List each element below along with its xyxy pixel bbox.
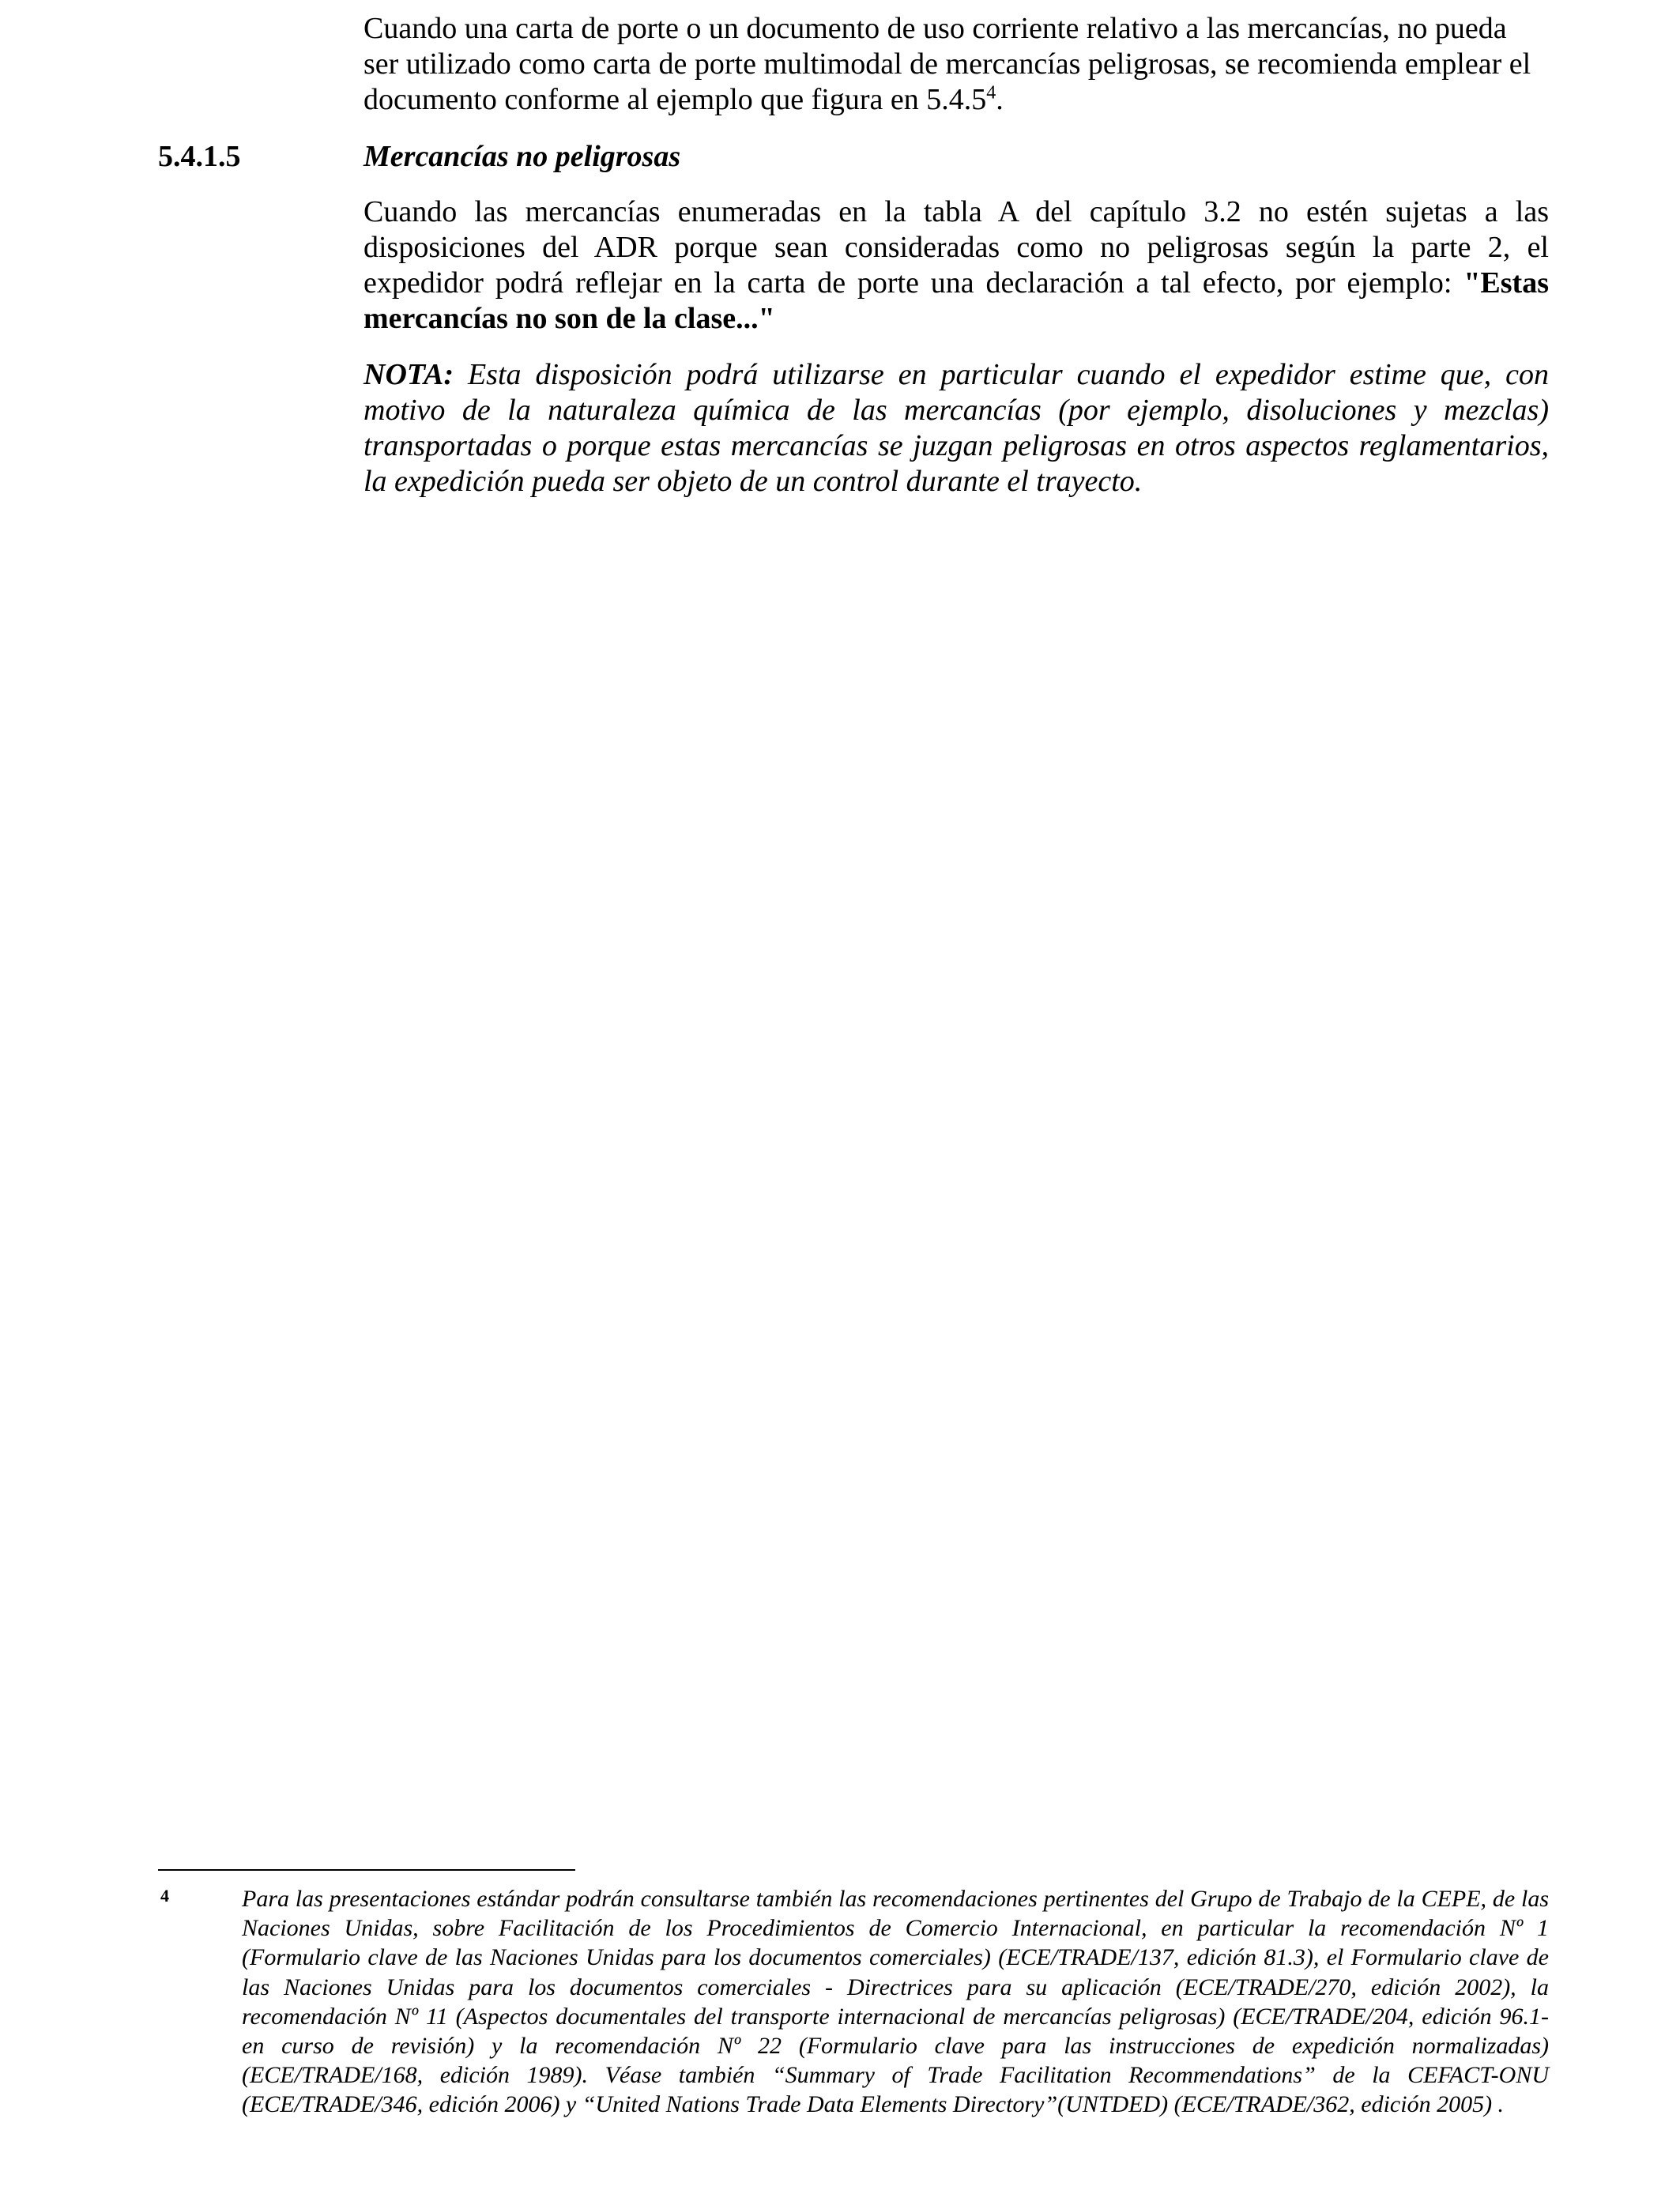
- body-paragraph-bold-quote: "Estas mercancías no son de la clase...": [363, 266, 1549, 335]
- intro-paragraph: [363, 11, 1549, 118]
- footnote-number: 4: [160, 1886, 169, 1906]
- footnote-separator: [158, 1869, 575, 1871]
- note-label: NOTA:: [363, 358, 454, 391]
- section-title: Mercancías no peligrosas: [363, 140, 681, 173]
- intro-paragraph-text: Cuando una carta de porte o un documento de uso corriente relativo a las mercancías, no pueda ser utilizado como carta de porte multimodal de mercancías peligrosas, se recomienda emplear el documento conforme al ejemplo que figura en 5.4.5: [363, 12, 1531, 116]
- footnote-text: Para las presentaciones estándar podrán consultarse también las recomendaciones pertinentes del Grupo de Trabajo de la CEPE, de las Naciones Unidas, sobre Facilitación de los Procedimientos de Comercio Internacional, en particular la recomendación Nº 1 (Formulario clave de las Naciones Unidas para los documentos comerciales) (ECE/TRADE/137, edición 81.3), el Formulario clave de las Naciones Unidas para los documentos comerciales - Directrices para su aplicación (ECE/TRADE/270, edición 2002), la recomendación Nº 11 (Aspectos documentales del transporte internacional de mercancías peligrosas) (ECE/TRADE/204, edición 96.1- en curso de revisión) y la recomendación Nº 22 (Formulario clave para las instrucciones de expedición normalizadas) (ECE/TRADE/168, edición 1989). Véase también “Summary of Trade Facilitation Recommendations” de la CEFACT-ONU (ECE/TRADE/346, edición 2006) y “United Nations Trade Data Elements Directory”(UNTDED) (ECE/TRADE/362, edición 2005) .: [242, 1886, 1549, 2118]
- section-number: 5.4.1.5: [158, 140, 241, 173]
- note-paragraph: [363, 357, 1549, 499]
- body-paragraph: [363, 194, 1549, 337]
- body-paragraph-text: Cuando las mercancías enumeradas en la tabla A del capítulo 3.2 no estén sujetas a las disposiciones del ADR porque sean consideradas como no peligrosas según la parte 2, el expedidor podrá reflejar en la carta de porte una declaración a tal efecto, por ejemplo:: [363, 195, 1549, 300]
- footnote-reference[interactable]: 4: [986, 82, 996, 104]
- note-text: Esta disposición podrá utilizarse en particular cuando el expedidor estime que, con motivo de la naturaleza química de las mercancías (por ejemplo, disoluciones y mezclas) transportadas o porque estas mercancías se juzgan peligrosas en otros aspectos reglamentarios, la expedición pueda ser objeto de un control durante el trayecto.: [363, 358, 1549, 498]
- intro-paragraph-end: .: [996, 83, 1004, 116]
